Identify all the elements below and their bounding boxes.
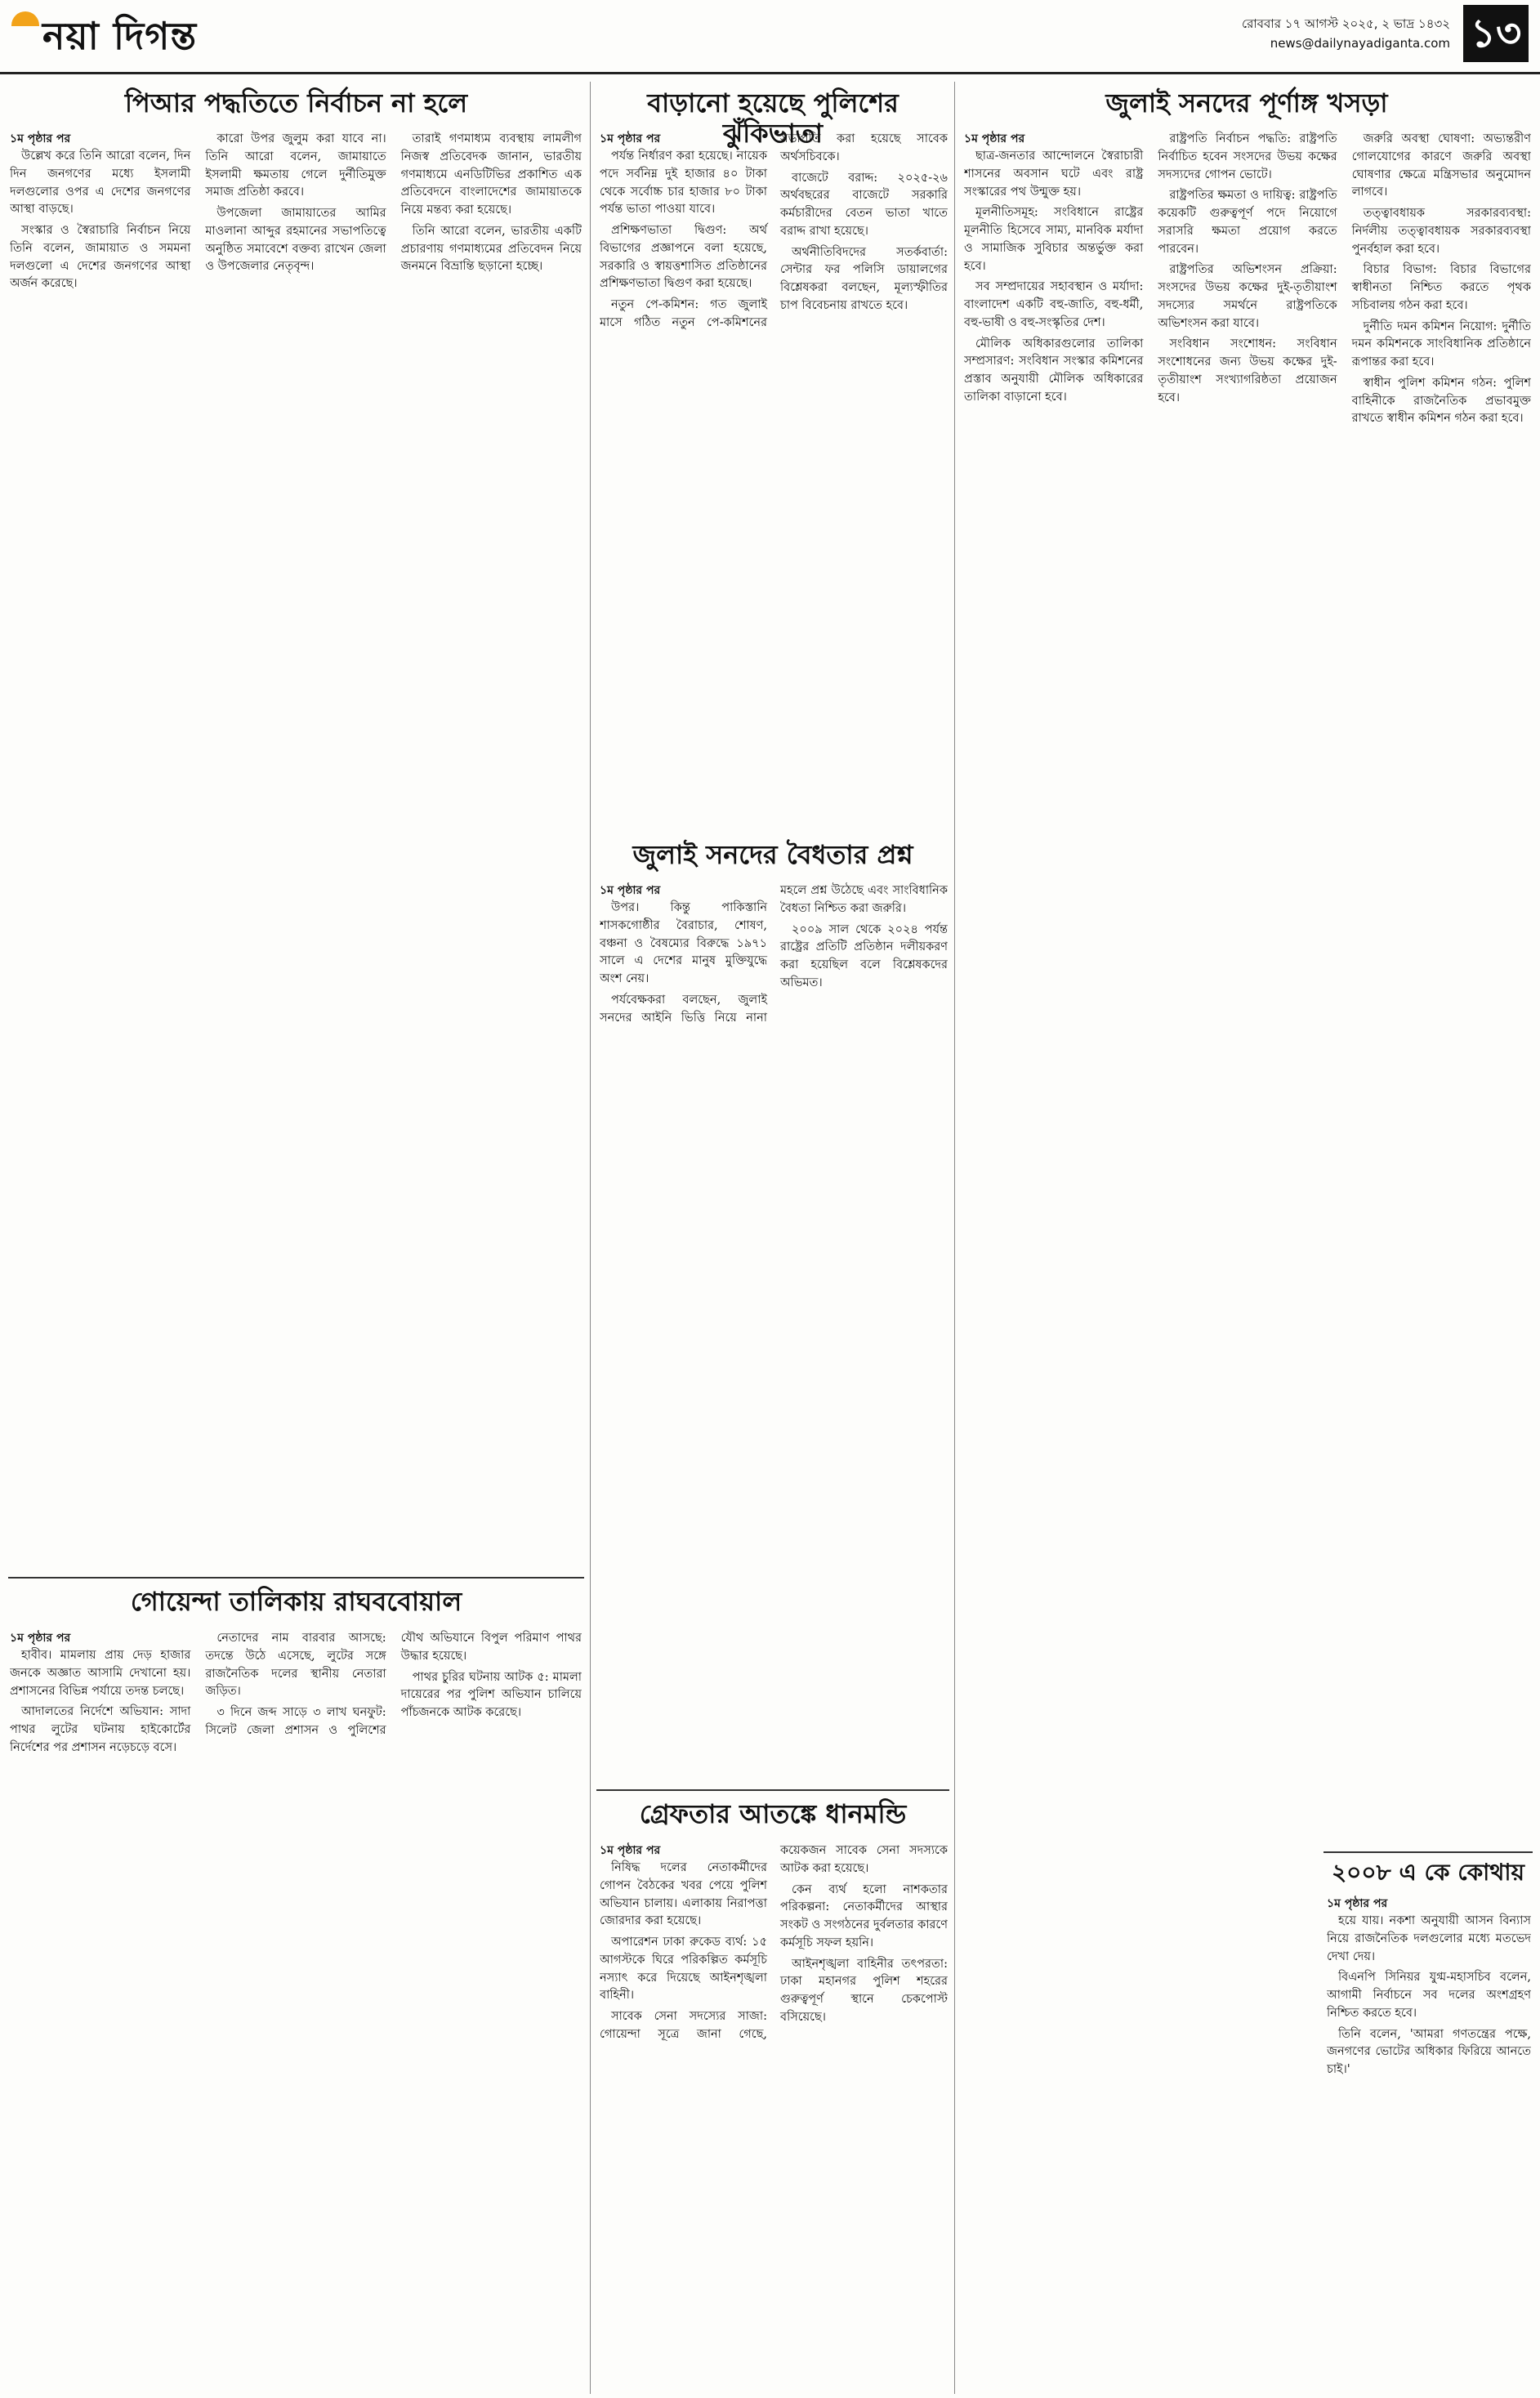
continued-label: ১ম পৃষ্ঠার পর [964,132,1025,145]
section-rule [596,1789,949,1791]
paragraph: উল্লেখ করে তিনি আরো বলেন, দিন দিন জনগণের মধ্যে ইসলামী দলগুলোর ওপর এ দেশের জনগণের আস্থা বাড়ছে। [10,150,191,217]
article-police-allowance [600,131,948,784]
article-pr-election [10,131,582,1569]
newspaper-logo: নয়া দিগন্ত [11,8,197,70]
paragraph: তিনি বলেন, 'আমরা গণতন্ত্রের পক্ষে, জনগণের ভোটের অধিকার ফিরিয়ে আনতে চাই।' [1327,2027,1531,2076]
paragraph: অর্থনীতিবিদদের সতর্কবার্তা: সেন্টার ফর পলিসি ডায়ালগের বিশ্লেষকরা বলছেন, মূল্যস্ফীতির চাপ বিবেচনায় রাখতে হবে। [780,245,948,312]
paragraph: পর্যন্ত নির্ধারণ করা হয়েছে। নায়েক পদে সর্বনিম্ন দুই হাজার ৪০ টাকা থেকে সর্বোচ্চ চার হাজার ৮০ টাকা পর্যন্ত ভাতা পাওয়া যাবে। [600,150,767,217]
paragraph: সংবিধান সংশোধন: সংবিধান সংশোধনের জন্য উভয় কক্ষের দুই-তৃতীয়াংশ সংখ্যাগরিষ্ঠতা প্রয়োজন হবে। [1158,337,1337,404]
paragraph: উপর। কিন্তু পাকিস্তানি শাসকগোষ্ঠীর বৈরাচার, শোষণ, বঞ্চনা ও বৈষম্যের বিরুদ্ধে ১৯৭১ সালে এ দেশের মানুষ মুক্তিযুদ্ধে অংশ নেয়। [600,901,767,985]
paragraph: পর্যবেক্ষকরা বলছেন, জুলাই সনদের আইনি ভিত্তি নিয়ে নানা মহলে প্রশ্ন উঠেছে এবং সাংবিধানিক বৈধতা নিশ্চিত করা জরুরি। [600,884,948,1025]
paragraph: নিষিদ্ধ দলের নেতাকর্মীদের গোপন বৈঠকের খবর পেয়ে পুলিশ অভিযান চালায়। এলাকায় নিরাপত্তা জোরদার করা হয়েছে। [600,1861,767,1928]
continued-label: ১ম পৃষ্ঠার পর [1327,1897,1388,1910]
paragraph: নেতাদের নাম বারবার আসছে: তদন্তে উঠে এসেছে, লুটের সঙ্গে রাজনৈতিক দলের স্থানীয় নেতারা জড়িত। [205,1632,386,1699]
paragraph: ছাত্র-জনতার আন্দোলনে স্বৈরাচারী শাসনের অবসান ঘটে এবং রাষ্ট্র সংস্কারের পথ উন্মুক্ত হয়। [964,150,1144,199]
paragraph: ২০০৯ সাল থেকে ২০২৪ পর্যন্ত রাষ্ট্রের প্রতিটি প্রতিষ্ঠান দলীয়করণ করা হয়েছিল বলে বিশ্লেষকদের অভিমত। [780,922,948,989]
continued-label: ১ম পৃষ্ঠার পর [600,132,661,145]
paragraph: কারো উপর জুলুম করা যাবে না। তিনি আরো বলেন, জামায়াতে ইসলামী ক্ষমতায় গেলে দুর্নীতিমুক্ত সমাজ প্রতিষ্ঠা করবে। [205,132,386,199]
continued-label: ১ম পৃষ্ঠার পর [10,132,71,145]
article-dhanmondi [600,1842,948,2390]
paragraph: তারাই গণমাধ্যম ব্যবস্থায় লামলীগ নিজস্ব প্রতিবেদক জানান, ভারতীয় গণমাধ্যমে এনডিটিভির প্রকাশিত এক প্রতিবেদনে বাংলাদেশের জামায়াতকে নিয়ে মন্তব্য করা হয়েছে। [400,132,582,217]
headline-pr-election: পিআর পদ্ধতিতে নির্বাচন না হলে [124,87,468,118]
paragraph: সব সম্প্রদায়ের সহাবস্থান ও মর্যাদা: বাংলাদেশ একটি বহু-জাতি, বহু-ধর্মী, বহু-ভাষী ও বহু-সংস্কৃতির দেশ। [964,280,1144,329]
sun-icon [11,11,39,26]
paragraph: বিএনপি সিনিয়র যুগ্ম-মহাসচিব বলেন, আগামী নির্বাচনে সব দলের অংশগ্রহণ নিশ্চিত করতে হবে। [1327,1971,1531,2020]
paragraph: রাষ্ট্রপতির অভিশংসন প্রক্রিয়া: সংসদের উভয় কক্ষের দুই-তৃতীয়াংশ সদস্যের সমর্থনে রাষ্ট্রপতিকে অভিশংসন করা যাবে। [1158,263,1337,330]
paragraph: কেন ব্যর্থ হলো নাশকতার পরিকল্পনা: নেতাকর্মীদের আস্থার সংকট ও সংগঠনের দুর্বলতার কারণে কর্মসূচি সফল হয়নি। [780,1882,948,1949]
section-rule [1324,1851,1533,1853]
paragraph: সাবেক সেনা সদস্যের সাজা: গোয়েন্দা সূত্রে জানা গেছে, কয়েকজন সাবেক সেনা সদস্যকে আটক করা হয়েছে। [600,1844,948,2041]
paragraph: হয়ে যায়। নকশা অনুযায়ী আসন বিন্যাস নিয়ে রাজনৈতিক দলগুলোর মধ্যে মতভেদ দেখা দেয়। [1327,1914,1531,1963]
paragraph: নতুন পে-কমিশন: গত জুলাই মাসে গঠিত নতুন পে-কমিশনের সভাপতি করা হয়েছে সাবেক অর্থসচিবকে। [600,132,948,329]
article-intelligence-list [10,1630,582,2390]
page-number: ১৩ [1463,5,1529,62]
paragraph: রাষ্ট্রপতি নির্বাচন পদ্ধতি: রাষ্ট্রপতি নির্বাচিত হবেন সংসদের উভয় কক্ষের সদস্যদের গোপন ভোটে। [1158,132,1337,181]
article-charter-legitimacy [600,882,948,1781]
continued-label: ১ম পৃষ্ঠার পর [10,1632,71,1645]
headline-charter-draft: জুলাই সনদের পূর্ণাঙ্গ খসড়া [1105,87,1388,118]
column-divider [954,82,955,2394]
headline-intelligence-list: গোয়েন্দা তালিকায় রাঘববোয়াল [130,1586,462,1617]
paragraph: মৌলিক অধিকারগুলোর তালিকা সম্প্রসারণ: সংবিধান সংস্কার কমিশনের প্রস্তাব অনুযায়ী মৌলিক অধিকারের তালিকা বাড়ানো হবে। [964,337,1144,404]
article-2008 [1327,1896,1531,2386]
contact-email: news@dailynayadiganta.com [1270,36,1450,51]
paragraph: দুর্নীতি দমন কমিশন নিয়োগ: দুর্নীতি দমন কমিশনকে সাংবিধানিক প্রতিষ্ঠানে রূপান্তর করা হবে। [1351,319,1531,368]
headline-2008: ২০০৮ এ কে কোথায় [1331,1859,1525,1886]
paragraph: তত্ত্বাবধায়ক সরকারব্যবস্থা: নির্দলীয় তত্ত্বাবধায়ক সরকারব্যবস্থা পুনর্বহাল করা হবে। [1351,207,1531,256]
continued-label: ১ম পৃষ্ঠার পর [600,1844,661,1857]
paragraph: বাজেটে বরাদ্দ: ২০২৫-২৬ অর্থবছরের বাজেটে সরকারি কর্মচারীদের বেতন ভাতা খাতে বরাদ্দ রাখা হয়েছে। [780,171,948,238]
paragraph: সংস্কার ও স্বৈরাচারি নির্বাচন নিয়ে তিনি বলেন, জামায়াত ও সমমনা দলগুলো এ দেশের জনগণের আস্থা অর্জন করেছে। [10,224,191,291]
masthead-rule [0,72,1540,74]
issue-date: রোববার ১৭ আগস্ট ২০২৫, ২ ভাদ্র ১৪৩২ [1241,16,1450,31]
paragraph: রাষ্ট্রপতির ক্ষমতা ও দায়িত্ব: রাষ্ট্রপতি কয়েকটি গুরুত্বপূর্ণ পদে নিয়োগে সরাসরি ক্ষমতা প্রয়োগ করতে পারবেন। [1158,189,1337,256]
paragraph: মূলনীতিসমূহ: সংবিধানে রাষ্ট্রের মূলনীতি হিসেবে সাম্য, মানবিক মর্যাদা ও সামাজিক সুবিচার অন্তর্ভুক্ত করা হবে। [964,206,1144,273]
paragraph: আদালতের নির্দেশে অভিযান: সাদা পাথর লুটের ঘটনায় হাইকোর্টের নির্দেশের পর প্রশাসন নড়েচড়ে বসে। [10,1705,191,1754]
paragraph: আইনশৃঙ্খলা বাহিনীর তৎপরতা: ঢাকা মহানগর পুলিশ শহরের গুরুত্বপূর্ণ স্থানে চেকপোস্ট বসিয়েছে। [780,1957,948,2024]
masthead [0,0,1540,90]
paragraph: হাবীব। মামলায় প্রায় দেড় হাজার জনকে অজ্ঞাত আসামি দেখানো হয়। প্রশাসনের বিভিন্ন পর্যায়ে তদন্ত চলছে। [10,1649,191,1698]
column-divider [590,82,591,2394]
headline-police-allowance: বাড়ানো হয়েছে পুলিশের ঝুঁকিভাতা [647,87,899,149]
paragraph: জরুরি অবস্থা ঘোষণা: অভ্যন্তরীণ গোলযোগের কারণে জরুরি অবস্থা ঘোষণার ক্ষেত্রে মন্ত্রিসভার অনুমোদন লাগবে। [1351,132,1531,199]
section-rule [8,1577,584,1579]
paragraph: প্রশিক্ষণভাতা দ্বিগুণ: অর্থ বিভাগের প্রজ্ঞাপনে বলা হয়েছে, সরকারি ও স্বায়ত্তশাসিত প্রতিষ্ঠানের প্রশিক্ষণভাতা দ্বিগুণ করা হয়েছে। [600,224,767,291]
paragraph: বিচার বিভাগ: বিচার বিভাগের স্বাধীনতা নিশ্চিত করতে পৃথক সচিবালয় গঠন করা হবে। [1351,263,1531,312]
headline-charter-legitimacy: জুলাই সনদের বৈধতার প্রশ্ন [632,839,913,870]
paragraph: ৩ দিনে জব্দ সাড়ে ৩ লাখ ঘনফুট: সিলেট জেলা প্রশাসন ও পুলিশের যৌথ অভিযানে বিপুল পরিমাণ পাথর উদ্ধার হয়েছে। [205,1632,582,1737]
paragraph: তিনি আরো বলেন, ভারতীয় একটি প্রচারণায় গণমাধ্যমের প্রতিবেদন নিয়ে জনমনে বিভ্রান্তি ছড়ানো হচ্ছে। [400,224,582,274]
headline-dhanmondi-arrest-fear: গ্রেফতার আতঙ্কে ধানমন্ডি [639,1798,907,1829]
paragraph: উপজেলা জামায়াতের আমির মাওলানা আব্দুর রহমানের সভাপতিত্বে অনুষ্ঠিত সমাবেশে বক্তব্য রাখেন জেলা ও উপজেলার নেতৃবৃন্দ। [205,207,386,274]
article-charter-draft [964,131,1531,2124]
paragraph: স্বাধীন পুলিশ কমিশন গঠন: পুলিশ বাহিনীকে রাজনৈতিক প্রভাবমুক্ত রাখতে স্বাধীন কমিশন গঠন করা হবে। [1351,376,1531,426]
paragraph: পাথর চুরির ঘটনায় আটক ৫: মামলা দায়েরের পর পুলিশ অভিযান চালিয়ে পাঁচজনকে আটক করেছে। [400,1670,582,1719]
continued-label: ১ম পৃষ্ঠার পর [600,884,661,897]
paragraph: অপারেশন ঢাকা রুকেড ব্যর্থ: ১৫ আগস্টকে ঘিরে পরিকল্পিত কর্মসূচি নস্যাৎ করে দিয়েছে আইনশৃঙ্খলা বাহিনী। [600,1936,767,2003]
